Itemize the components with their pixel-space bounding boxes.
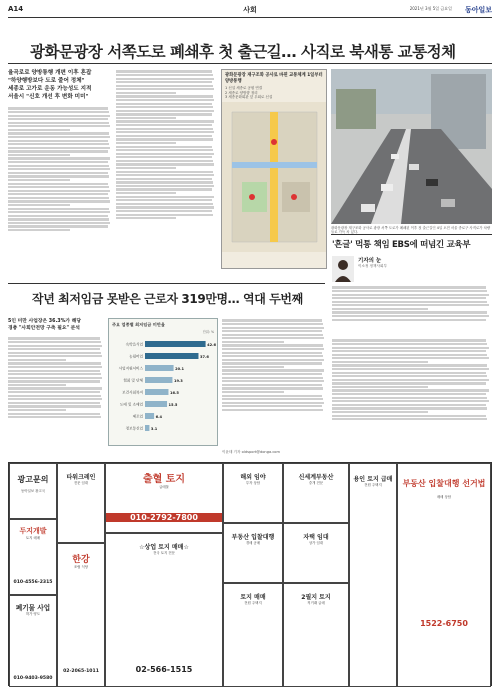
article2-body-col2 xyxy=(222,318,326,448)
ad-title: 광고문의 xyxy=(17,475,49,484)
ad-sub: 매매 상담 xyxy=(436,495,452,499)
ad-block[interactable] xyxy=(105,463,223,533)
article2-subheads xyxy=(8,318,104,332)
traffic-map xyxy=(221,69,327,269)
min-wage-chart xyxy=(108,318,218,446)
text-line xyxy=(8,165,109,167)
text-line xyxy=(116,188,212,190)
chart-title: 주요 업종별 최저임금 미만율 xyxy=(112,322,165,327)
text-line xyxy=(332,294,489,296)
text-line xyxy=(332,389,489,391)
text-line xyxy=(8,384,66,386)
text-line xyxy=(8,398,102,400)
text-line xyxy=(8,359,66,361)
filler-lines xyxy=(8,107,112,231)
text-line xyxy=(8,175,109,177)
text-line xyxy=(116,163,214,165)
column-headline: '흔글' 먹통 책임 EBS에 떠넘긴 교육부 xyxy=(332,240,471,250)
text-line xyxy=(332,368,489,370)
ad-title: 한강 xyxy=(72,555,90,565)
text-line xyxy=(8,337,100,339)
text-line xyxy=(116,167,176,169)
text-line xyxy=(8,341,101,343)
ad-sub: 경매 공매 xyxy=(245,541,261,545)
text-line xyxy=(222,319,322,321)
text-line xyxy=(8,157,110,159)
chart-value-label: 15.5 xyxy=(168,402,178,407)
article2-headline: 작년 최저임금 못받은 근로자 319만명… 역대 두번째 xyxy=(32,292,303,306)
page-header xyxy=(8,4,492,18)
map-legend xyxy=(222,84,326,102)
text-line xyxy=(8,409,66,411)
map-title: 광화문광장 재구조화 공사로 바뀐 교통체계 1일부터 양방통행 xyxy=(225,73,323,84)
chart-bar xyxy=(145,425,149,431)
subhead: 서울시 "신호 개선 후 변화 미미" xyxy=(8,94,89,100)
text-line xyxy=(8,222,110,224)
text-line xyxy=(222,359,324,361)
text-line xyxy=(332,397,487,399)
text-line xyxy=(8,147,110,149)
text-line xyxy=(8,107,108,109)
chart-bar xyxy=(145,389,168,395)
ad-sub: 중개 전문 xyxy=(308,481,324,485)
subhead: 율곡로로 양방통행 개편 이후 혼잡 xyxy=(8,70,92,76)
chart-category-label: 농림어업 xyxy=(129,354,143,359)
text-line xyxy=(8,345,102,347)
ad-title: 출혈 토지 xyxy=(142,474,186,485)
ad-sub: 조립 식당 xyxy=(73,565,89,569)
chart-bar xyxy=(145,341,206,347)
chart-bar xyxy=(145,413,154,419)
text-line xyxy=(332,343,487,345)
text-line xyxy=(116,178,212,180)
text-line xyxy=(222,405,322,407)
text-line xyxy=(332,400,489,402)
text-line xyxy=(8,154,70,156)
text-line xyxy=(222,327,324,329)
text-line xyxy=(116,88,214,90)
text-line xyxy=(332,375,487,377)
text-line xyxy=(116,192,176,194)
author-photo xyxy=(332,256,354,282)
chart-value-label: 3.1 xyxy=(150,426,158,431)
text-line xyxy=(222,337,324,339)
ad-title: 해외 임야 xyxy=(240,474,266,481)
text-line xyxy=(116,138,213,140)
text-line xyxy=(8,362,101,364)
ad-block[interactable] xyxy=(397,463,491,687)
map-graphic xyxy=(222,102,326,252)
text-line xyxy=(222,384,322,386)
text-line xyxy=(116,113,212,115)
text-line xyxy=(8,179,70,181)
paper-name: 동아일보 xyxy=(464,6,492,14)
divider xyxy=(331,234,492,235)
text-line xyxy=(8,115,110,117)
ad-title: 용인 토지 급매 xyxy=(353,476,393,483)
text-line xyxy=(8,183,108,185)
chart-bar xyxy=(145,377,172,383)
text-line xyxy=(116,181,213,183)
text-line xyxy=(8,218,109,220)
filler-lines xyxy=(222,319,326,411)
text-line xyxy=(116,131,214,133)
text-line xyxy=(116,160,213,162)
chart-value-label: 42.6 xyxy=(207,342,216,347)
ad-sub: 전원 주택지 xyxy=(364,483,382,487)
text-line xyxy=(222,355,323,357)
text-line xyxy=(116,95,213,97)
text-line xyxy=(116,214,213,216)
text-line xyxy=(222,380,324,382)
divider xyxy=(8,63,492,64)
text-line xyxy=(8,197,109,199)
text-line xyxy=(332,407,487,409)
text-line xyxy=(8,140,108,142)
text-line xyxy=(116,99,214,101)
text-line xyxy=(116,199,212,201)
ad-block[interactable] xyxy=(223,523,283,583)
text-line xyxy=(116,217,176,219)
column-author-name: 이소정 정책사회부 xyxy=(358,264,387,268)
text-line xyxy=(8,111,109,113)
text-line xyxy=(222,334,323,336)
text-line xyxy=(116,171,213,173)
text-line xyxy=(332,350,486,352)
photo-caption: 광화문광장 재구조화 공사로 광장 서쪽 도로가 폐쇄된 이후 첫 출근길인 4일 오전 서울 종로구 사직로가 차량들로 가득 차 있다. xyxy=(331,226,491,235)
chart-unit: 단위: % xyxy=(202,330,214,334)
ad-block[interactable] xyxy=(9,595,57,687)
text-line xyxy=(332,339,486,341)
text-line xyxy=(8,413,100,415)
text-line xyxy=(116,203,213,205)
text-line xyxy=(116,174,214,176)
text-line xyxy=(116,85,213,87)
chart-value-label: 37.6 xyxy=(199,354,209,359)
text-line xyxy=(332,304,489,306)
text-line xyxy=(332,297,486,299)
text-line xyxy=(222,369,324,371)
column-label: 기자의 눈 xyxy=(358,258,382,264)
ad-block[interactable] xyxy=(223,463,283,523)
section-name: 사회 xyxy=(243,6,257,14)
traffic-photo-image xyxy=(331,69,492,224)
text-line xyxy=(8,355,102,357)
ad-title: 토지 매매 xyxy=(240,594,266,601)
ad-title: 2필지 토지 xyxy=(301,594,331,601)
text-line xyxy=(332,354,487,356)
text-line xyxy=(332,379,489,381)
subhead: 5인 미만 사업장은 36.3%가 해당 xyxy=(8,319,81,324)
ad-sub: 상가 임대 xyxy=(308,541,324,545)
chart-category-label: 보건사회복지 xyxy=(122,390,143,395)
chart-category-label: 정보통신업 xyxy=(125,426,143,431)
subhead: 경총 "사회안전망 구축 필요" 분석 xyxy=(8,326,80,331)
ad-title: 부동산 입찰대행 선거법 xyxy=(402,479,486,488)
text-line xyxy=(116,117,176,119)
text-line xyxy=(332,372,486,374)
text-line xyxy=(8,136,110,138)
ad-block[interactable] xyxy=(105,533,223,687)
text-line xyxy=(222,398,323,400)
text-line xyxy=(116,210,212,212)
ad-phone: 010-9403-9580 xyxy=(13,676,53,682)
ad-title: 폐기물 사업 xyxy=(15,604,51,612)
text-line xyxy=(116,135,212,137)
text-line xyxy=(8,225,108,227)
text-line xyxy=(8,373,101,375)
ad-sub: 전원 주택지 xyxy=(244,601,262,605)
ad-phone: 010-4556-2315 xyxy=(13,580,53,586)
text-line xyxy=(332,286,486,288)
text-line xyxy=(8,370,100,372)
text-line xyxy=(8,377,102,379)
text-line xyxy=(222,373,322,375)
text-line xyxy=(8,380,100,382)
text-line xyxy=(222,395,322,397)
classified-ads xyxy=(8,462,492,686)
chart-category-label: 도매 및 소매업 xyxy=(119,402,143,407)
ad-block[interactable] xyxy=(57,463,105,543)
text-line xyxy=(8,366,102,368)
text-line xyxy=(116,81,212,83)
text-line xyxy=(332,364,487,366)
text-line xyxy=(332,393,486,395)
ad-sub: 동아일보 광고국 xyxy=(20,489,45,493)
chart-value-label: 19.3 xyxy=(173,378,183,383)
text-line xyxy=(8,143,109,145)
ad-block[interactable] xyxy=(349,463,397,687)
chart-category-label: 협회 및 단체 xyxy=(123,378,143,383)
text-line xyxy=(8,391,100,393)
text-line xyxy=(8,402,100,404)
ad-block[interactable] xyxy=(9,519,57,595)
issue-date: 2021년 3월 5일 금요일 xyxy=(409,6,452,11)
ad-title: 자택 임대 xyxy=(303,534,329,541)
ad-title: 두지개발 xyxy=(19,527,47,535)
text-line xyxy=(116,149,213,151)
column-body-cont xyxy=(332,338,492,453)
text-line xyxy=(332,382,486,384)
ad-sub: 허가 양도 xyxy=(25,612,41,616)
text-line xyxy=(8,204,70,206)
text-line xyxy=(332,301,487,303)
text-line xyxy=(8,387,102,389)
filler-lines xyxy=(8,337,104,418)
text-line xyxy=(332,347,489,349)
text-line xyxy=(8,122,109,124)
ad-block[interactable] xyxy=(283,583,349,687)
text-line xyxy=(222,362,322,364)
text-line xyxy=(116,106,213,108)
text-line xyxy=(222,348,324,350)
ad-sub: 전문 임대 xyxy=(73,481,89,485)
chart-category-label: 제조업 xyxy=(132,414,143,419)
subhead: "하양행방보다 도로 줄어 정체" xyxy=(8,78,85,84)
filler-lines xyxy=(116,70,216,219)
traffic-photo xyxy=(331,69,492,224)
text-line xyxy=(332,315,489,317)
text-line xyxy=(222,391,284,393)
ad-phone: 02-2065-1011 xyxy=(63,669,99,675)
text-line xyxy=(332,308,428,310)
text-line xyxy=(222,330,322,332)
article1-body-col2 xyxy=(116,69,216,281)
ad-sub: 직거래 급매 xyxy=(307,601,325,605)
ad-sub: 투자 상담 xyxy=(245,481,261,485)
text-line xyxy=(116,74,213,76)
legend-item: 1 신설 세종로 공원 연결 xyxy=(225,86,263,90)
text-line xyxy=(116,103,212,105)
article1-subheads xyxy=(8,69,112,101)
text-line xyxy=(116,142,176,144)
text-line xyxy=(8,200,110,202)
text-line xyxy=(8,129,70,131)
text-line xyxy=(222,344,323,346)
article2-body-col1 xyxy=(8,336,104,454)
text-line xyxy=(8,208,109,210)
text-line xyxy=(222,377,323,379)
text-line xyxy=(332,290,487,292)
chart-category-label: 사업지원서비스 xyxy=(118,366,143,371)
text-line xyxy=(222,402,324,404)
text-line xyxy=(8,150,108,152)
text-line xyxy=(222,352,322,354)
filler-lines xyxy=(332,286,492,320)
text-line xyxy=(8,229,70,231)
text-line xyxy=(8,161,108,163)
text-line xyxy=(116,70,212,72)
text-line xyxy=(116,120,214,122)
ad-block[interactable] xyxy=(283,523,349,583)
ad-sub: 전국 토지 전문 xyxy=(153,551,175,555)
ad-block[interactable] xyxy=(57,543,105,687)
column-body xyxy=(332,285,492,337)
ad-block[interactable] xyxy=(9,463,57,519)
chart-bar xyxy=(145,353,198,359)
text-line xyxy=(222,323,323,325)
text-line xyxy=(116,153,214,155)
text-line xyxy=(8,405,101,407)
chart-bar xyxy=(145,401,167,407)
text-line xyxy=(8,172,108,174)
ad-title: 부동산 입찰대행 xyxy=(231,534,275,541)
text-line xyxy=(8,416,101,418)
column-box xyxy=(332,238,492,333)
ad-phone: 02-566-1515 xyxy=(135,665,193,675)
text-line xyxy=(332,404,486,406)
ad-title: 타워크레인 xyxy=(66,474,96,481)
legend-item: 3 세종문화회관 앞 우회로 신설 xyxy=(225,95,273,99)
text-line xyxy=(332,311,487,313)
text-line xyxy=(332,386,428,388)
text-line xyxy=(116,92,176,94)
ad-phone: 1522-6750 xyxy=(420,619,468,629)
text-line xyxy=(8,193,108,195)
chart-bar xyxy=(145,365,174,371)
text-line xyxy=(8,125,110,127)
legend-item: 2 세종로 양방향 정리 xyxy=(225,90,258,95)
text-line xyxy=(116,78,214,80)
text-line xyxy=(116,110,214,112)
text-line xyxy=(8,118,108,120)
page-number: A14 xyxy=(8,5,24,13)
text-line xyxy=(332,361,428,363)
text-line xyxy=(332,357,489,359)
chart-value-label: 16.5 xyxy=(169,390,179,395)
article1-headline: 광화문광장 서쪽도로 폐쇄후 첫 출근길… 사직로 북새통 교통정체 xyxy=(30,43,456,61)
ad-title: ☆상업 토지 매매☆ xyxy=(139,544,189,551)
text-line xyxy=(116,196,214,198)
text-line xyxy=(222,366,284,368)
chart-value-label: 20.1 xyxy=(175,366,184,371)
text-line xyxy=(116,128,213,130)
text-line xyxy=(222,409,323,411)
divider xyxy=(8,283,325,284)
text-line xyxy=(332,415,486,417)
text-line xyxy=(332,411,428,413)
text-line xyxy=(116,206,214,208)
ad-sub: 급매물 xyxy=(159,485,169,489)
text-line xyxy=(8,211,110,213)
ad-phone: 010-2792-7800 xyxy=(106,513,222,522)
text-line xyxy=(8,190,110,192)
text-line xyxy=(116,156,212,158)
text-line xyxy=(116,185,214,187)
filler-lines xyxy=(332,339,492,420)
text-line xyxy=(332,319,486,321)
text-line xyxy=(8,352,101,354)
text-line xyxy=(8,395,101,397)
text-line xyxy=(8,215,108,217)
text-line xyxy=(116,146,212,148)
subhead: 세종로 고가로 운동 가능성도 지적 xyxy=(8,86,92,92)
ad-title: 신세계부동산 xyxy=(298,474,334,481)
text-line xyxy=(332,418,487,420)
text-line xyxy=(8,186,109,188)
article2-byline: 이윤태 기자 oldsport@donga.com xyxy=(222,450,281,454)
text-line xyxy=(8,132,109,134)
article1-body-col1 xyxy=(8,106,112,281)
chart-plot xyxy=(109,335,217,445)
text-line xyxy=(116,124,212,126)
text-line xyxy=(222,341,284,343)
ad-block[interactable] xyxy=(283,463,349,523)
ad-sub: 토지 매매 xyxy=(25,536,41,540)
chart-value-label: 6.4 xyxy=(155,414,162,419)
chart-category-label: 숙박음식업 xyxy=(125,342,143,347)
ad-block[interactable] xyxy=(223,583,283,687)
text-line xyxy=(222,387,323,389)
text-line xyxy=(8,348,100,350)
text-line xyxy=(8,168,110,170)
